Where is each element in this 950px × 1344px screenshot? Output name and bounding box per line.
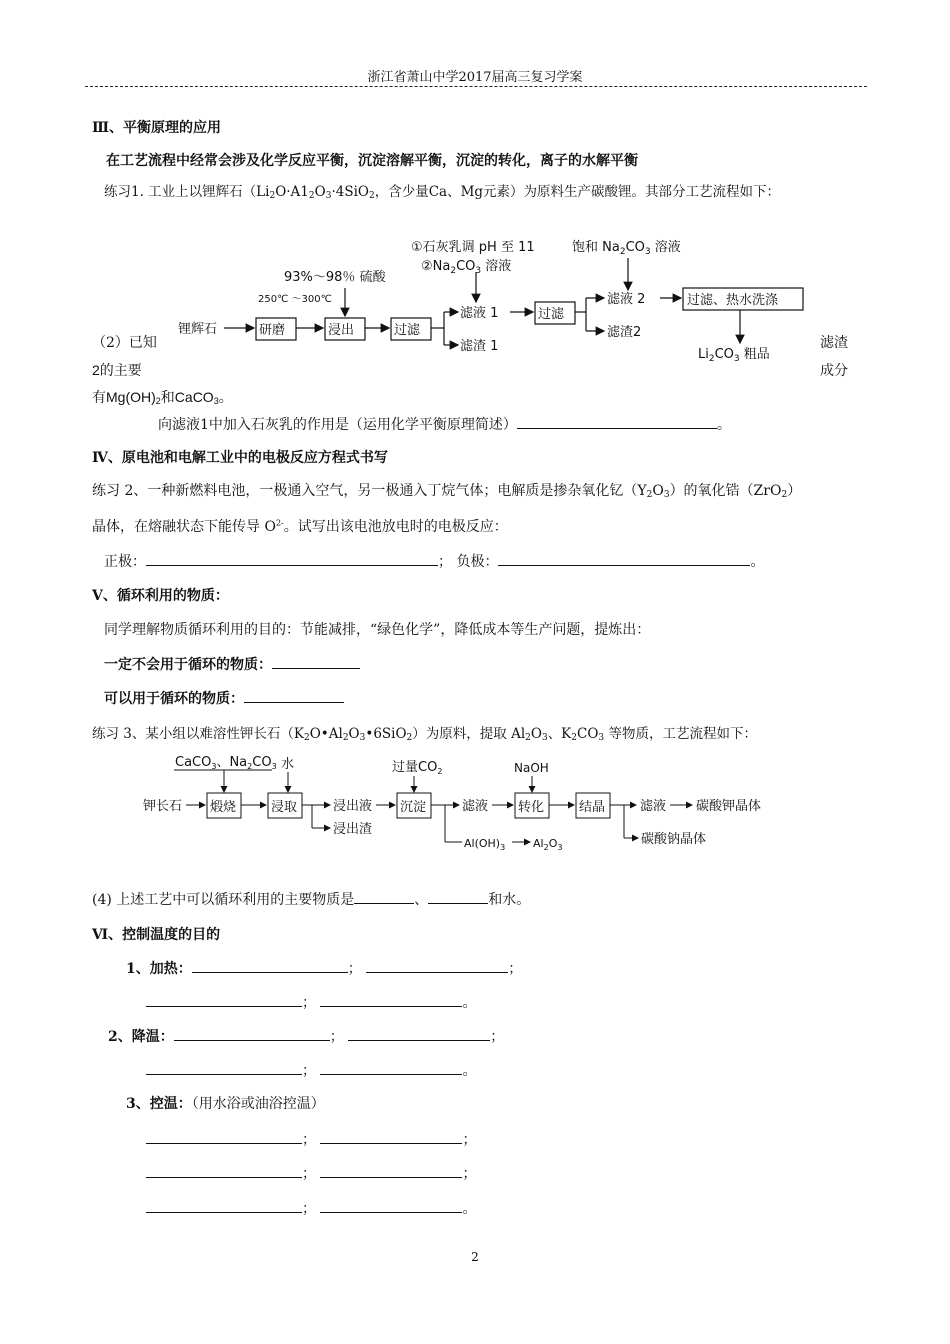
saturated-na2co3-label: 饱和 $Na_2CO_3$ 溶液: [572, 240, 681, 257]
product-label: $Li_2CO_3$ 粗品: [698, 347, 770, 364]
acid-label: 93%～98％ 硫酸: [284, 270, 386, 285]
leach-residue-label: 浸出渣: [333, 822, 373, 837]
residue2-label: 滤渣2: [607, 325, 642, 340]
calcine-label: 煅烧: [210, 800, 237, 815]
q2-question: 向滤液1中加入石灰乳的作用是（运用化学平衡原理简述） 。: [158, 414, 731, 434]
exercise-2-line-2: 晶体，在熔融状态下能传导 $O^{2-}$。试写出该电池放电时的电极反应：: [92, 518, 508, 535]
control-line-1: ； ；: [146, 1129, 476, 1149]
control-blank-3[interactable]: [146, 1163, 302, 1178]
page-header: 浙江省萧山中学2017届高三复习学案: [367, 70, 583, 85]
q2-right-2: 成分: [820, 363, 848, 379]
grind-label: 研磨: [259, 323, 286, 338]
ore-label: 锂辉石: [178, 322, 218, 337]
control-blank-5[interactable]: [146, 1198, 302, 1213]
recycle-blank-1[interactable]: [354, 889, 414, 904]
extract-label: 浸取: [271, 800, 298, 815]
na2co3-label: $②Na_2CO_3$ 溶液: [421, 259, 512, 276]
cooling-blank-1[interactable]: [174, 1026, 330, 1041]
q2-line-3: 有$Mg(OH)_2$和CaCO$_3$。: [92, 389, 233, 406]
wash-label: 过滤、热水洗涤: [687, 293, 779, 308]
convert-label: 转化: [518, 800, 545, 815]
filter1-label: 过滤: [394, 323, 421, 338]
section-6-heading: Ⅵ、控制温度的目的: [92, 927, 221, 943]
crystallize-label: 结晶: [579, 800, 606, 815]
al2o3-label: $Al_2O_3$: [533, 837, 563, 852]
cooling-blank-3[interactable]: [146, 1060, 302, 1075]
page-number: 2: [471, 1250, 479, 1264]
heating-blank-1[interactable]: [192, 958, 348, 973]
exercise-3-text: 练习 3、某小组以难溶性钾长石$(K_2O•Al_2O_3•6SiO_2)$为原料，提取 $Al_2O_3$、$K_2CO_3$ 等物质，工艺流程如下：: [92, 726, 757, 743]
section-3-heading: Ⅲ、平衡原理的应用: [92, 120, 222, 136]
control-blank-4[interactable]: [320, 1163, 462, 1178]
leach-label: 浸出: [328, 323, 355, 338]
question-4: (4) 上述工艺中可以循环利用的主要物质是 、 和水。: [92, 889, 530, 909]
filtrate1-label: 滤液 1: [460, 306, 499, 321]
exercise-2-line-1: 练习 2、一种新燃料电池，一极通入空气，另一极通入丁烷气体；电解质是掺杂氧化钇$(Y_2O_3)$的氧化锆（ZrO$_2$）: [92, 483, 802, 500]
electrode-answers: 正极： ； 负极： 。: [104, 551, 764, 571]
heating-blank-2[interactable]: [366, 958, 508, 973]
heating-line-1: 1、加热： ； ；: [126, 958, 522, 978]
section-5-intro: 同学理解物质循环利用的目的：节能减排，“绿色化学”，降低成本等生产问题，提炼出：: [104, 622, 651, 638]
leachate-label: 浸出液: [333, 799, 373, 814]
cooling-line-2: ； 。: [146, 1060, 476, 1080]
section-3-intro: 在工艺流程中经常会涉及化学反应平衡，沉淀溶解平衡，沉淀的转化，离子的水解平衡: [106, 153, 638, 169]
control-line-2: ； ；: [146, 1163, 476, 1183]
q2-left-2: 2的主要: [92, 362, 142, 378]
heating-line-2: ； 。: [146, 992, 476, 1012]
precipitate-label: 沉淀: [400, 800, 427, 815]
filtrate-label: 滤液: [462, 799, 489, 814]
control-blank-1[interactable]: [146, 1129, 302, 1144]
heating-blank-4[interactable]: [320, 992, 462, 1007]
cooling-blank-4[interactable]: [320, 1060, 462, 1075]
co2-label: 过量$CO_2$: [392, 760, 443, 776]
cooling-line-1: 2、降温： ； ；: [108, 1026, 504, 1046]
control-temp-heading: 3、控温：（用水浴或油浴控温）: [126, 1096, 325, 1112]
temperature-label: 250℃ ～300℃: [258, 294, 332, 305]
reagent-label: CaCO$_3$、$Na_2CO_3$: [175, 755, 277, 771]
cooling-blank-2[interactable]: [348, 1026, 490, 1041]
can-recycle: 可以用于循环的物质：: [104, 688, 344, 708]
q2-right-1: 滤渣: [820, 335, 848, 351]
heating-blank-3[interactable]: [146, 992, 302, 1007]
k2co3-crystal-label: 碳酸钾晶体: [696, 799, 762, 814]
recycle-blank-2[interactable]: [428, 889, 488, 904]
exercise-1-text: 练习1. 工业上以锂辉石（$Li_2O\cdot A1_2O_3\cdot 4SiO_2$，含少量Ca、Mg元素）为原料生产碳酸锂。其部分工艺流程如下：: [104, 184, 781, 201]
control-line-3: ； 。: [146, 1198, 476, 1218]
control-blank-6[interactable]: [320, 1198, 462, 1213]
section-4-heading: Ⅳ、原电池和电解工业中的电极反应方程式书写: [92, 450, 388, 466]
na2co3-crystal-label: 碳酸钠晶体: [641, 832, 707, 847]
lime-label: ①石灰乳调 pH 至 11: [411, 240, 535, 255]
filter2-label: 过滤: [538, 307, 565, 322]
filtrate2-label: 滤液: [640, 799, 667, 814]
feldspar-label: 钾长石: [143, 799, 183, 814]
q2-left-1: （2）已知: [92, 335, 157, 351]
control-blank-2[interactable]: [320, 1129, 462, 1144]
section-5-heading: Ⅴ、循环利用的物质：: [92, 588, 229, 604]
aloh3-label: $Al(OH)_3$: [464, 837, 506, 852]
never-recycled: 一定不会用于循环的物质：: [104, 654, 360, 674]
naoh-label: NaOH: [514, 761, 549, 775]
water-label: 水: [281, 757, 295, 772]
filtrate2-label: 滤液 2: [607, 292, 646, 307]
residue1-label: 滤渣 1: [460, 339, 499, 354]
